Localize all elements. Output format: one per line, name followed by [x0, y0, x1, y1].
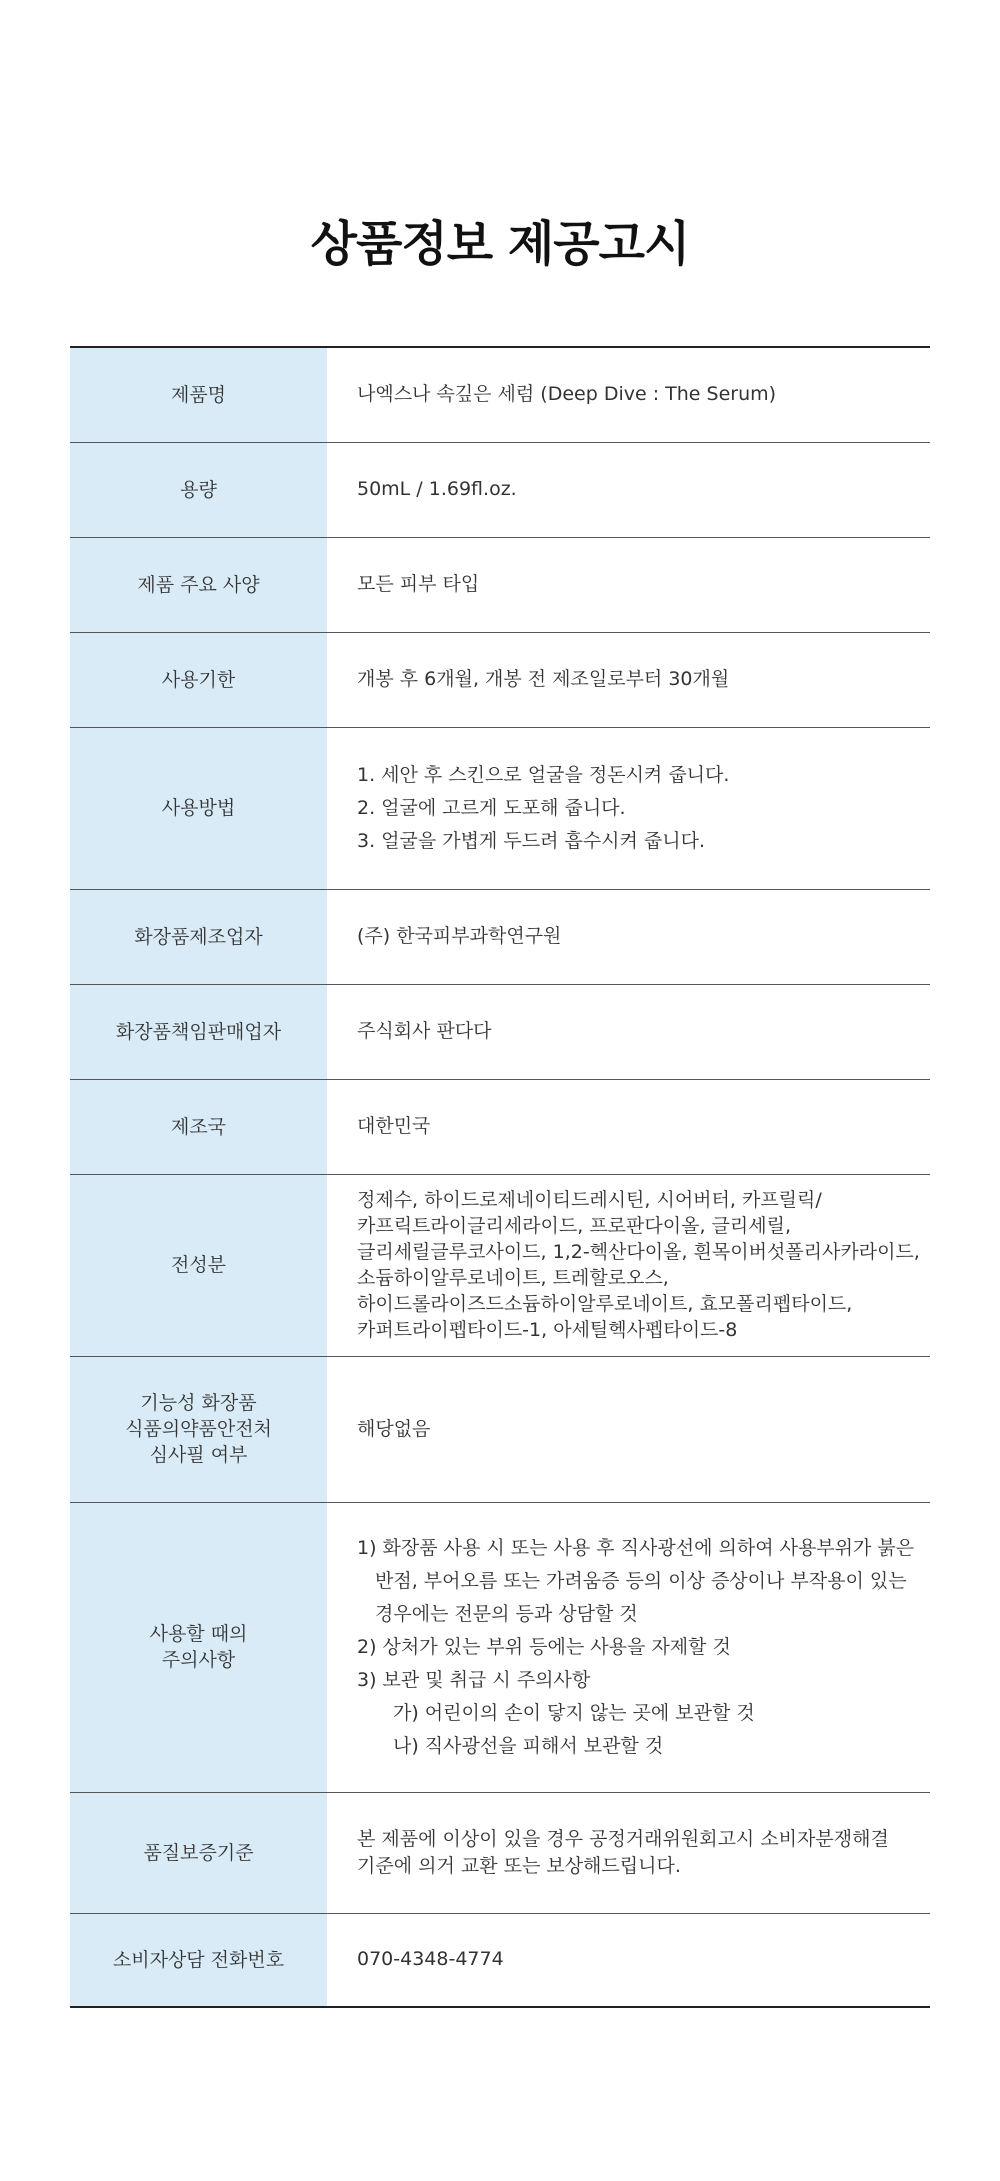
table-row: [70, 984, 930, 1079]
row-label: 제품 주요 사양: [70, 537, 327, 632]
table-row: [70, 347, 930, 442]
table-row: [70, 1174, 930, 1356]
row-value: 나엑스나 속깊은 세럼 (Deep Dive : The Serum): [327, 347, 930, 442]
row-label: 용량: [70, 442, 327, 537]
row-value: 1. 세안 후 스킨으로 얼굴을 정돈시켜 줍니다. 2. 얼굴에 고르게 도포해 줍니다. 3. 얼굴을 가볍게 두드려 흡수시켜 줍니다.: [327, 727, 930, 889]
row-label: 전성분: [70, 1174, 327, 1356]
row-value: 대한민국: [327, 1079, 930, 1174]
row-label: 사용방법: [70, 727, 327, 889]
table-row: [70, 1792, 930, 1913]
row-label: 제조국: [70, 1079, 327, 1174]
table-row: [70, 727, 930, 889]
row-value: 주식회사 판다다: [327, 984, 930, 1079]
product-info-table: [70, 346, 930, 2008]
row-value: 1) 화장품 사용 시 또는 사용 후 직사광선에 의하여 사용부위가 붉은 반점, 부어오름 또는 가려움증 등의 이상 증상이나 부작용이 있는 경우에는 전문의 등과 상담할 것 2) 상처가 있는 부위 등에는 사용을 자제할 것 3) 보관 및 취급 시 주의사항 가) 어린이의 손이 닿지 않는 곳에 보관할 것 나) 직사광선을 피해서 보관할 것: [327, 1502, 930, 1792]
row-label: 화장품책임판매업자: [70, 984, 327, 1079]
row-label: 품질보증기준: [70, 1792, 327, 1913]
page-title: 상품정보 제공고시: [310, 216, 690, 272]
table-row: [70, 1356, 930, 1502]
row-value: (주) 한국피부과학연구원: [327, 889, 930, 984]
row-label: 화장품제조업자: [70, 889, 327, 984]
row-label: 사용기한: [70, 632, 327, 727]
table-row: [70, 1913, 930, 2007]
row-label: 제품명: [70, 347, 327, 442]
table-row: [70, 889, 930, 984]
row-label: 소비자상담 전화번호: [70, 1913, 327, 2007]
row-value: 해당없음: [327, 1356, 930, 1502]
row-value: 정제수, 하이드로제네이티드레시틴, 시어버터, 카프릴릭/카프릭트라이글리세라이드, 프로판다이올, 글리세릴, 글리세릴글루코사이드, 1,2-헥산다이올, 흰목이버섯폴리사카라이드, 소듐하이알루로네이트, 트레할로오스, 하이드롤라이즈드소듐하이알루로네이트, 효모폴리펩타이드, 카퍼트라이펩타이드-1, 아세틸헥사펩타이드-8: [327, 1174, 930, 1356]
row-value: 50mL / 1.69fl.oz.: [327, 442, 930, 537]
row-value: 개봉 후 6개월, 개봉 전 제조일로부터 30개월: [327, 632, 930, 727]
row-label: 기능성 화장품 식품의약품안전처 심사필 여부: [70, 1356, 327, 1502]
row-value: 본 제품에 이상이 있을 경우 공정거래위원회고시 소비자분쟁해결 기준에 의거 교환 또는 보상해드립니다.: [327, 1792, 930, 1913]
table-row: [70, 632, 930, 727]
table-row: [70, 1079, 930, 1174]
row-value: 모든 피부 타입: [327, 537, 930, 632]
table-row: [70, 1502, 930, 1792]
table-row: [70, 537, 930, 632]
row-label: 사용할 때의 주의사항: [70, 1502, 327, 1792]
row-value: 070-4348-4774: [357, 1948, 504, 1971]
table-row: [70, 442, 930, 537]
